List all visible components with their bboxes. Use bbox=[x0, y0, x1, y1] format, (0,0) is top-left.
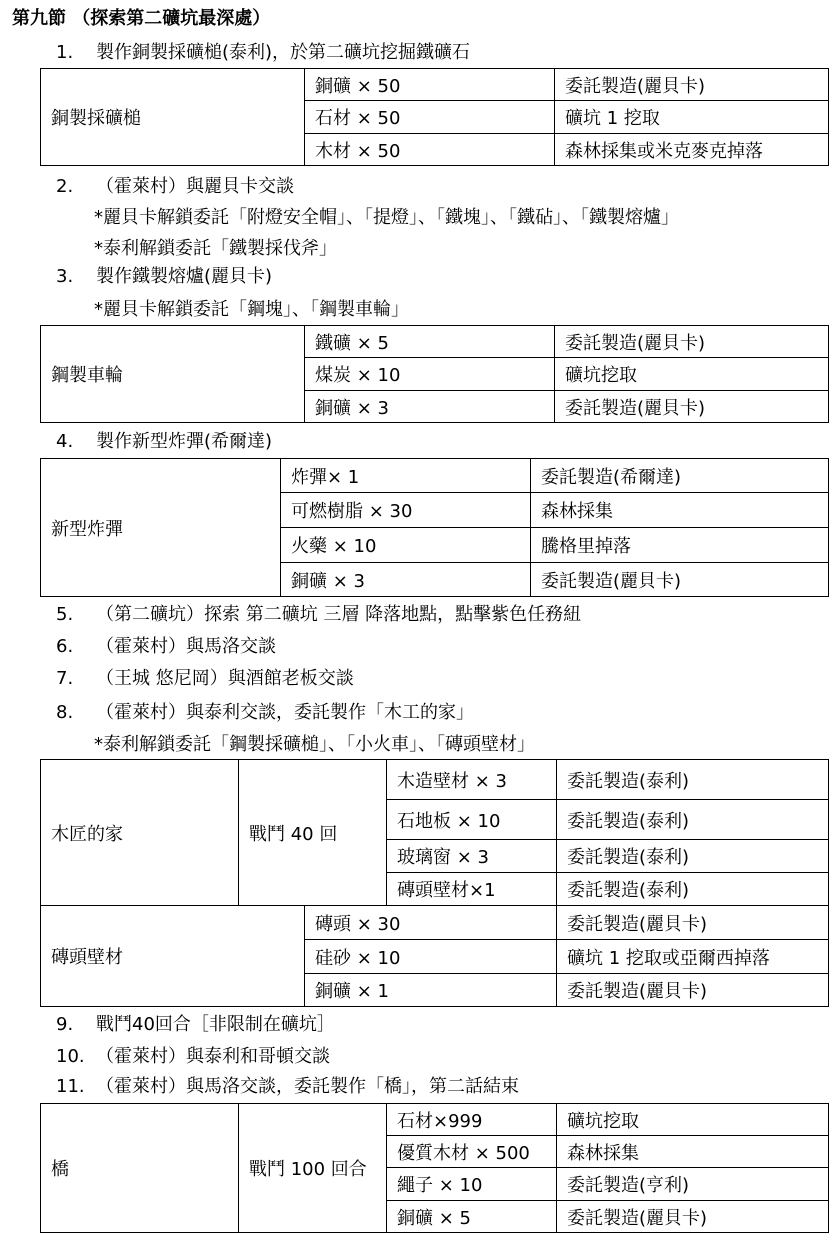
source-cell: 委託製造(希爾達) bbox=[531, 459, 829, 493]
material-cell: 磚頭 × 30 bbox=[305, 906, 557, 940]
material-cell: 可燃樹脂 × 30 bbox=[281, 493, 531, 528]
step-3: 3. 製作鐵製熔爐(麗貝卡) bbox=[56, 266, 273, 287]
material-cell: 銅礦 × 3 bbox=[305, 391, 555, 423]
source-cell: 礦坑 1 挖取或亞爾西掉落 bbox=[557, 940, 829, 974]
material-cell: 硅砂 × 10 bbox=[305, 940, 557, 974]
material-cell: 石材×999 bbox=[387, 1104, 557, 1136]
material-cell: 木材 × 50 bbox=[305, 134, 555, 166]
source-cell: 委託製造(麗貝卡) bbox=[557, 906, 829, 940]
note: *泰利解鎖委託「鋼製採礦槌」、「小火車」、「磚頭壁材」 bbox=[94, 734, 535, 755]
source-cell: 礦坑挖取 bbox=[555, 358, 829, 391]
step-5: 5. （第二礦坑）探索 第二礦坑 三層 降落地點，點擊紫色任務紐 bbox=[56, 604, 582, 625]
table-bridge bbox=[40, 1103, 829, 1233]
source-cell: 森林採集 bbox=[531, 493, 829, 528]
material-cell: 炸彈× 1 bbox=[281, 459, 531, 493]
material-cell: 鐵礦 × 5 bbox=[305, 326, 555, 358]
source-cell: 委託製造(麗貝卡) bbox=[557, 1201, 829, 1233]
material-cell: 銅礦 × 5 bbox=[387, 1201, 557, 1233]
step-4: 4. 製作新型炸彈(希爾達) bbox=[56, 431, 273, 452]
source-cell: 礦坑 1 挖取 bbox=[555, 101, 829, 134]
source-cell: 委託製造(麗貝卡) bbox=[557, 974, 829, 1007]
source-cell: 委託製造(麗貝卡) bbox=[555, 69, 829, 101]
source-cell: 礦坑挖取 bbox=[557, 1104, 829, 1136]
material-cell: 銅礦 × 1 bbox=[305, 974, 557, 1007]
step-6: 6. （霍萊村）與馬洛交談 bbox=[56, 636, 276, 657]
note: *麗貝卡解鎖委託「鋼塊」、「鋼製車輪」 bbox=[94, 299, 409, 320]
source-cell: 騰格里掉落 bbox=[531, 528, 829, 563]
material-cell: 木造壁材 × 3 bbox=[387, 760, 557, 800]
step-11: 11. （霍萊村）與馬洛交談，委託製作「橋」，第二話結束 bbox=[56, 1076, 519, 1097]
table-copper-hammer bbox=[40, 68, 829, 166]
table-carpenter-house bbox=[40, 759, 829, 906]
condition-cell: 戰鬥 40 回 bbox=[239, 760, 387, 906]
source-cell: 委託製造(泰利) bbox=[557, 760, 829, 800]
material-cell: 玻璃窗 × 3 bbox=[387, 840, 557, 873]
item-name: 新型炸彈 bbox=[41, 459, 281, 597]
source-cell: 委託製造(麗貝卡) bbox=[531, 563, 829, 597]
step-2: 2. （霍萊村）與麗貝卡交談 bbox=[56, 176, 294, 197]
source-cell: 委託製造(泰利) bbox=[557, 873, 829, 906]
condition-cell: 戰鬥 100 回合 bbox=[239, 1104, 387, 1233]
source-cell: 委託製造(泰利) bbox=[557, 840, 829, 873]
material-cell: 磚頭壁材×1 bbox=[387, 873, 557, 906]
step-7: 7. （王城 悠尼岡）與酒館老板交談 bbox=[56, 668, 354, 689]
section-title: 第九節 （探索第二礦坑最深處） bbox=[12, 8, 271, 29]
material-cell: 火藥 × 10 bbox=[281, 528, 531, 563]
material-cell: 煤炭 × 10 bbox=[305, 358, 555, 391]
note: *泰利解鎖委託「鐵製採伐斧」 bbox=[94, 238, 337, 259]
source-cell: 委託製造(泰利) bbox=[557, 800, 829, 840]
source-cell: 委託製造(亨利) bbox=[557, 1168, 829, 1201]
source-cell: 委託製造(麗貝卡) bbox=[555, 391, 829, 423]
table-steel-wheel bbox=[40, 325, 829, 423]
item-name: 木匠的家 bbox=[41, 760, 239, 906]
material-cell: 石地板 × 10 bbox=[387, 800, 557, 840]
material-cell: 優質木材 × 500 bbox=[387, 1136, 557, 1168]
material-cell: 石材 × 50 bbox=[305, 101, 555, 134]
source-cell: 森林採集或米克麥克掉落 bbox=[555, 134, 829, 166]
source-cell: 森林採集 bbox=[557, 1136, 829, 1168]
material-cell: 銅礦 × 3 bbox=[281, 563, 531, 597]
item-name: 鋼製車輪 bbox=[41, 326, 305, 423]
item-name: 銅製採礦槌 bbox=[41, 69, 305, 166]
item-name: 磚頭壁材 bbox=[41, 906, 305, 1007]
material-cell: 銅礦 × 50 bbox=[305, 69, 555, 101]
step-9: 9. 戰鬥40回合［非限制在礦坑］ bbox=[56, 1014, 335, 1035]
material-cell: 繩子 × 10 bbox=[387, 1168, 557, 1201]
item-name: 橋 bbox=[41, 1104, 239, 1233]
step-1: 1. 製作銅製採礦槌(泰利)，於第二礦坑挖掘鐵礦石 bbox=[56, 42, 471, 63]
table-brick-wall bbox=[40, 905, 829, 1007]
note: *麗貝卡解鎖委託「附燈安全帽」、「提燈」、「鐵塊」、「鐵砧」、「鐵製熔爐」 bbox=[94, 207, 679, 228]
step-8: 8. （霍萊村）與泰利交談，委託製作「木工的家」 bbox=[56, 702, 474, 723]
step-10: 10. （霍萊村）與泰利和哥頓交談 bbox=[56, 1046, 330, 1067]
source-cell: 委託製造(麗貝卡) bbox=[555, 326, 829, 358]
table-new-bomb bbox=[40, 458, 829, 597]
